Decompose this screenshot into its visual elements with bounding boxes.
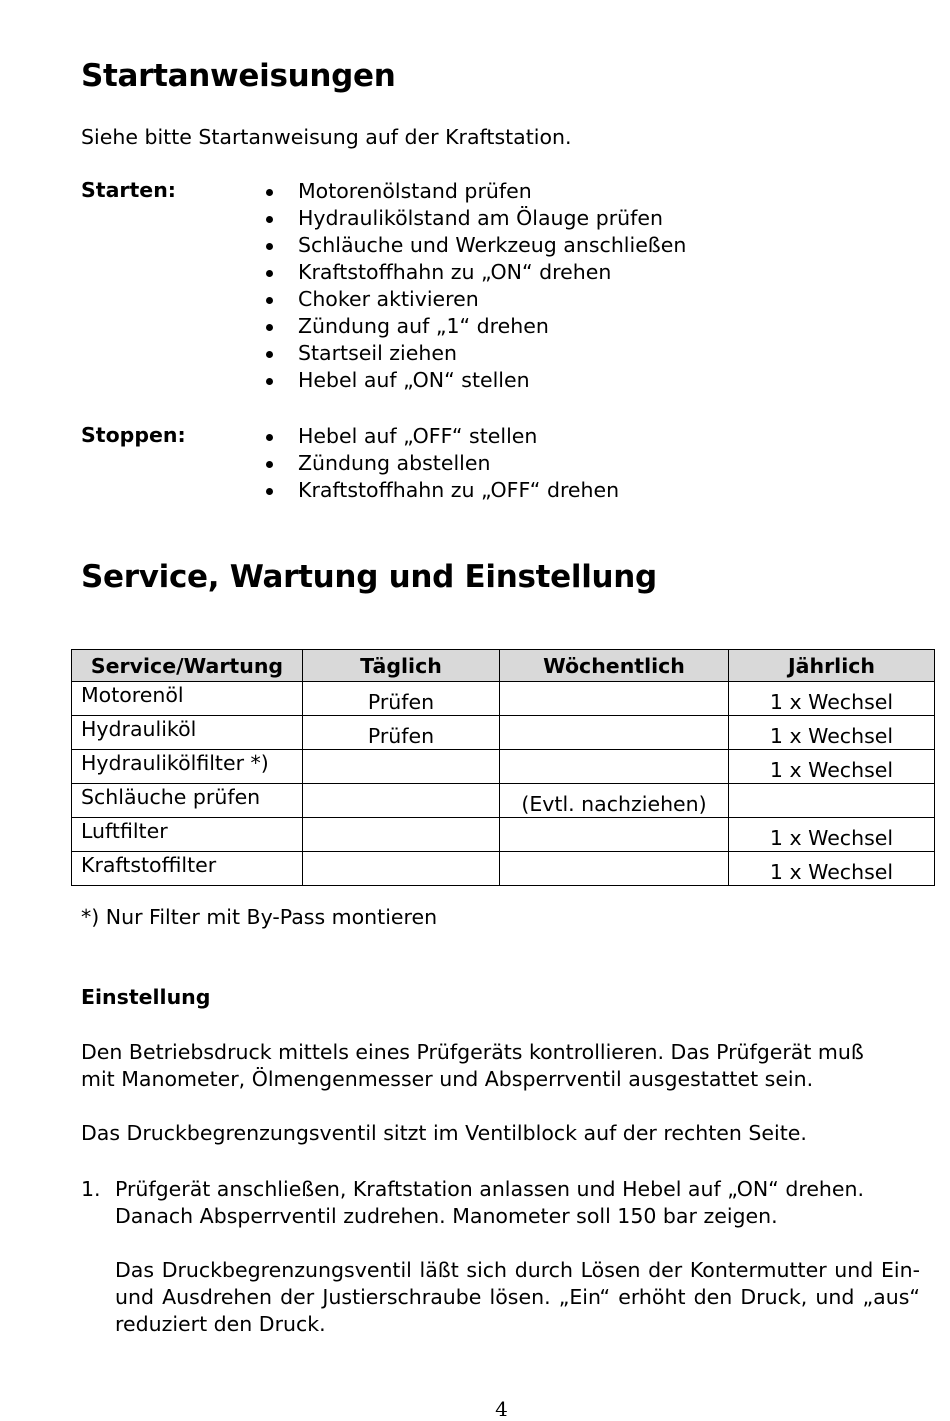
bullet-icon xyxy=(266,488,273,495)
step-text: Prüfgerät anschließen, Kraftstation anlassen und Hebel auf „ON“ drehen. Danach Absperrventil zudrehen. Manometer soll 150 bar zeigen. xyxy=(115,1177,865,1228)
list-item-text: Kraftstoffhahn zu „ON“ drehen xyxy=(298,260,612,284)
table-cell: 1 x Wechsel xyxy=(729,716,935,750)
table-cell: Prüfen xyxy=(303,682,500,716)
bullet-icon xyxy=(266,461,273,468)
table-cell: Kraftstoffilter xyxy=(72,852,303,886)
list-item xyxy=(264,313,686,340)
table-footnote: *) Nur Filter mit By-Pass montieren xyxy=(81,905,438,929)
list-item xyxy=(264,178,686,205)
bullet-icon xyxy=(266,324,273,331)
list-item xyxy=(264,340,686,367)
table-cell xyxy=(500,818,729,852)
table-cell: Hydraulikölfilter *) xyxy=(72,750,303,784)
einstellung-paragraph-1: Den Betriebsdruck mittels eines Prüfgeräts kontrollieren. Das Prüfgerät muß mit Manometer, Ölmengenmesser und Absperrventil ausgestattet sein. xyxy=(81,1040,864,1091)
table-row xyxy=(72,818,935,852)
bullet-icon xyxy=(266,378,273,385)
table-cell: 1 x Wechsel xyxy=(729,750,935,784)
column-header: Täglich xyxy=(303,650,500,682)
list-item-text: Hebel auf „OFF“ stellen xyxy=(298,424,538,448)
column-header: Service/Wartung xyxy=(72,650,303,682)
stoppen-label: Stoppen: xyxy=(81,423,186,447)
table-cell xyxy=(500,750,729,784)
table-row xyxy=(72,784,935,818)
table-cell xyxy=(303,818,500,852)
section-heading-startanweisungen: Startanweisungen xyxy=(81,58,396,94)
table-row xyxy=(72,852,935,886)
list-item xyxy=(264,259,686,286)
table-cell xyxy=(303,784,500,818)
bullet-icon xyxy=(266,270,273,277)
bullet-icon xyxy=(266,243,273,250)
table-cell: 1 x Wechsel xyxy=(729,682,935,716)
bullet-icon xyxy=(266,216,273,223)
stoppen-list xyxy=(264,423,619,504)
table-cell xyxy=(303,852,500,886)
table-row xyxy=(72,682,935,716)
service-table xyxy=(71,649,935,886)
list-item-text: Zündung abstellen xyxy=(298,451,491,475)
table-cell: (Evtl. nachziehen) xyxy=(500,784,729,818)
list-item-text: Schläuche und Werkzeug anschließen xyxy=(298,233,687,257)
list-item xyxy=(264,205,686,232)
table-row xyxy=(72,750,935,784)
table-cell: Hydrauliköl xyxy=(72,716,303,750)
table-header-row xyxy=(72,650,935,682)
step-note: Das Druckbegrenzungsventil läßt sich durch Lösen der Kontermutter und Ein- und Ausdrehen der Justierschraube lösen. „Ein“ erhöht den Druck, und „aus“ reduziert den Druck. xyxy=(115,1258,920,1336)
table-cell xyxy=(500,852,729,886)
table-cell xyxy=(303,750,500,784)
list-item-text: Hydraulikölstand am Ölauge prüfen xyxy=(298,206,663,230)
column-header: Wöchentlich xyxy=(500,650,729,682)
list-item-text: Zündung auf „1“ drehen xyxy=(298,314,549,338)
step-number: 1. xyxy=(81,1177,101,1201)
bullet-icon xyxy=(266,297,273,304)
table-cell: 1 x Wechsel xyxy=(729,818,935,852)
list-item xyxy=(264,286,686,313)
table-cell: Prüfen xyxy=(303,716,500,750)
section-heading-service: Service, Wartung und Einstellung xyxy=(81,559,657,595)
einstellung-paragraph-2: Das Druckbegrenzungsventil sitzt im Ventilblock auf der rechten Seite. xyxy=(81,1121,807,1145)
page-number: 4 xyxy=(495,1397,508,1421)
list-item-text: Kraftstoffhahn zu „OFF“ drehen xyxy=(298,478,620,502)
table-cell: Schläuche prüfen xyxy=(72,784,303,818)
table-cell: 1 x Wechsel xyxy=(729,852,935,886)
list-item xyxy=(264,232,686,259)
list-item-text: Hebel auf „ON“ stellen xyxy=(298,368,530,392)
starten-label: Starten: xyxy=(81,178,177,202)
start-intro: Siehe bitte Startanweisung auf der Kraftstation. xyxy=(81,125,572,149)
bullet-icon xyxy=(266,434,273,441)
list-item xyxy=(264,423,619,450)
list-item xyxy=(264,367,686,394)
list-item-text: Motorenölstand prüfen xyxy=(298,179,532,203)
bullet-icon xyxy=(266,351,273,358)
table-row xyxy=(72,716,935,750)
list-item xyxy=(264,477,619,504)
bullet-icon xyxy=(266,189,273,196)
table-cell xyxy=(500,682,729,716)
list-item-text: Startseil ziehen xyxy=(298,341,457,365)
table-cell xyxy=(729,784,935,818)
table-cell: Motorenöl xyxy=(72,682,303,716)
column-header: Jährlich xyxy=(729,650,935,682)
list-item xyxy=(264,450,619,477)
starten-list xyxy=(264,178,686,394)
list-item-text: Choker aktivieren xyxy=(298,287,479,311)
table-cell: Luftfilter xyxy=(72,818,303,852)
subheading-einstellung: Einstellung xyxy=(81,985,211,1009)
table-cell xyxy=(500,716,729,750)
